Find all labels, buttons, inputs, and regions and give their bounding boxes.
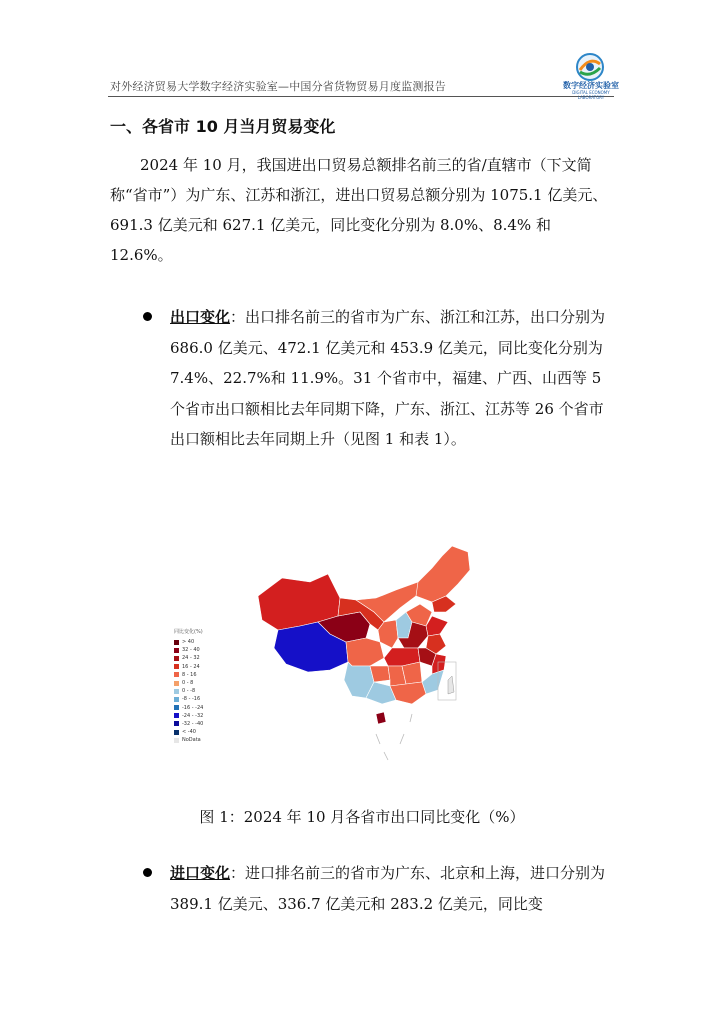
summary-paragraph: 2024 年 10 月，我国进出口贸易总额排名前三的省/直辖市（下文简称“省市”）为广东、江苏和浙江，进出口贸易总额分别为 1075.1 亿美元、691.3 亿美元和 627.1 亿美元，同比变化分别为 8.0%、8.4% 和 12.6%。 — [110, 156, 608, 264]
legend-swatch — [174, 672, 179, 677]
legend-item — [174, 638, 220, 646]
legend-label: 16 - 24 — [182, 663, 200, 670]
legend-swatch — [174, 705, 179, 710]
map-region-guangdong — [390, 682, 426, 704]
legend-label: 0 - -8 — [182, 688, 196, 695]
legend-swatch — [174, 664, 179, 669]
legend-swatch — [174, 697, 179, 702]
map-legend — [174, 628, 220, 752]
legend-label: 8 - 16 — [182, 671, 197, 678]
legend-item — [174, 728, 220, 736]
import-change-text: ：进口排名前三的省市为广东、北京和上海，进口分别为 389.1 亿美元、336.7 亿美元和 283.2 亿美元，同比变 — [170, 864, 606, 913]
map-legend-title: 同比变化(%) — [174, 629, 203, 635]
legend-label: -32 - -40 — [182, 720, 204, 727]
legend-item — [174, 720, 220, 728]
map-region-northeast — [416, 546, 470, 602]
report-header-title: 对外经济贸易大学数字经济实验室—中国分省货物贸易月度监测报告 — [110, 80, 446, 93]
map-region-jiangxi — [402, 662, 422, 684]
bullet-dot — [143, 868, 152, 877]
logo-text: 数字经济实验室 — [563, 81, 619, 90]
legend-swatch — [174, 713, 179, 718]
legend-label: -8 - -16 — [182, 696, 201, 703]
map-region-taiwan — [448, 676, 454, 694]
legend-item — [174, 654, 220, 662]
map-region-hainan — [376, 712, 386, 724]
legend-item — [174, 663, 220, 671]
legend-label: > 40 — [182, 639, 195, 646]
legend-label: < -40 — [182, 729, 196, 736]
legend-swatch — [174, 730, 179, 735]
export-change-bullet — [170, 302, 616, 455]
legend-item — [174, 695, 220, 703]
legend-label: 24 - 32 — [182, 655, 200, 662]
legend-swatch — [174, 738, 179, 743]
section-title: 一、各省市 10 月当月贸易变化 — [110, 117, 336, 136]
legend-item — [174, 712, 220, 720]
map-region-sichuan — [346, 638, 384, 666]
logo-subtext: DIGITAL ECONOMY LABORATORY — [572, 90, 610, 100]
legend-swatch — [174, 640, 179, 645]
legend-item — [174, 704, 220, 712]
import-change-bullet — [170, 858, 616, 919]
legend-swatch — [174, 648, 179, 653]
legend-label: 32 - 40 — [182, 647, 200, 654]
legend-item — [174, 646, 220, 654]
export-change-label: 出口变化 — [170, 308, 231, 326]
legend-label: -24 - -32 — [182, 712, 204, 719]
header-divider — [108, 96, 614, 97]
legend-swatch — [174, 681, 179, 686]
legend-swatch — [174, 689, 179, 694]
export-change-text: ：出口排名前三的省市为广东、浙江和江苏，出口分别为 686.0 亿美元、472.1 亿美元和 453.9 亿美元，同比变化分别为 7.4%、22.7%和 11.9%。31 个省市中，福建、广西、山西等 5 个省市出口额相比去年同期下降，广东、浙江、江苏等 26 个省市出口额相比去年同期上升（见图 1 和表 1）。 — [170, 308, 606, 448]
legend-label: NoData — [182, 737, 201, 744]
legend-item — [174, 687, 220, 695]
legend-item — [174, 671, 220, 679]
legend-item — [174, 679, 220, 687]
map-region-fujian — [422, 670, 444, 694]
legend-swatch — [174, 721, 179, 726]
legend-item — [174, 736, 220, 744]
legend-swatch — [174, 656, 179, 661]
import-change-label: 进口变化 — [170, 864, 231, 882]
china-export-change-map — [170, 538, 550, 768]
figure-caption: 图 1：2024 年 10 月各省市出口同比变化（%） — [199, 808, 525, 826]
bullet-dot — [143, 312, 152, 321]
legend-label: -16 - -24 — [182, 704, 204, 711]
legend-label: 0 - 8 — [182, 680, 194, 687]
